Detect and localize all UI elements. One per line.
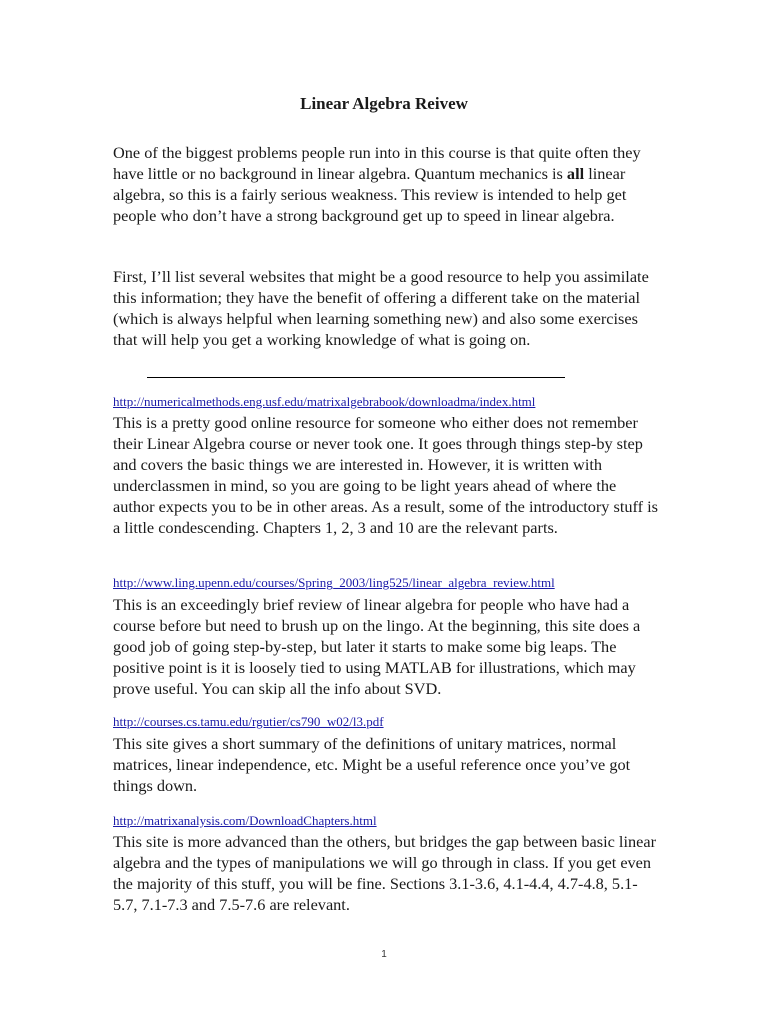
resource-description-usf: This is a pretty good online resource for someone who either does not remember their Linear Algebra course or never took one. It goes through things step-by step and covers the basic things we are interested in. However, it is written with underclassmen in mind, so you are going to be light years ahead of where the author expects you to be in other areas. As a result, some of the introductory stuff is a little condescending. Chapters 1, 2, 3 and 10 are the relevant parts. xyxy=(113,413,658,537)
intro-paragraph-2: First, I’ll list several websites that might be a good resource to help you assimilate this information; they have the benefit of offering a different take on the material (which is always helpful when learning something new) and also some exercises that will help you get a working knowledge of what is going on. xyxy=(113,267,649,349)
resource-link-upenn[interactable]: http://www.ling.upenn.edu/courses/Spring_2003/ling525/linear_algebra_review.html xyxy=(113,575,555,590)
resource-description-tamu: This site gives a short summary of the definitions of unitary matrices, normal matrices, linear independence, etc. Might be a useful reference once you’ve got things down. xyxy=(113,734,631,795)
resource-description-upenn: This is an exceedingly brief review of linear algebra for people who have had a course before but need to brush up on the lingo. At the beginning, this site does a good job of going step-by-step, but later it starts to make some big leaps. The positive point is it is loosely tied to using MATLAB for illustrations, which may prove useful. You can skip all the info about SVD. xyxy=(113,595,641,698)
document-title: Linear Algebra Reivew xyxy=(300,94,468,113)
intro-text-end: linear algebra, so this is a fairly serious weakness. This review is intended to help get people who don’t have a strong background get up to speed in linear algebra. xyxy=(113,164,627,225)
intro-emphasis: all xyxy=(566,164,585,183)
section-divider xyxy=(147,377,565,378)
resource-link-usf[interactable]: http://numericalmethods.eng.usf.edu/matrixalgebrabook/downloadma/index.html xyxy=(113,394,536,409)
resource-link-tamu[interactable]: http://courses.cs.tamu.edu/rgutier/cs790_w02/l3.pdf xyxy=(113,714,384,729)
resource-description-matrixanalysis: This site is more advanced than the others, but bridges the gap between basic linear algebra and the types of manipulations we will go through in class. If you get even the majority of this stuff, you will be fine. Sections 3.1-3.6, 4.1-4.4, 4.7-4.8, 5.1-5.7, 7.1-7.3 and 7.5-7.6 are relevant. xyxy=(113,832,656,914)
page-number: 1 xyxy=(381,949,387,960)
intro-paragraph-1 xyxy=(113,142,658,226)
resource-link-matrixanalysis[interactable]: http://matrixanalysis.com/DownloadChapters.html xyxy=(113,813,377,828)
intro-text-start: One of the biggest problems people run into in this course is that quite often they have little or no background in linear algebra. Quantum mechanics is xyxy=(113,143,641,183)
